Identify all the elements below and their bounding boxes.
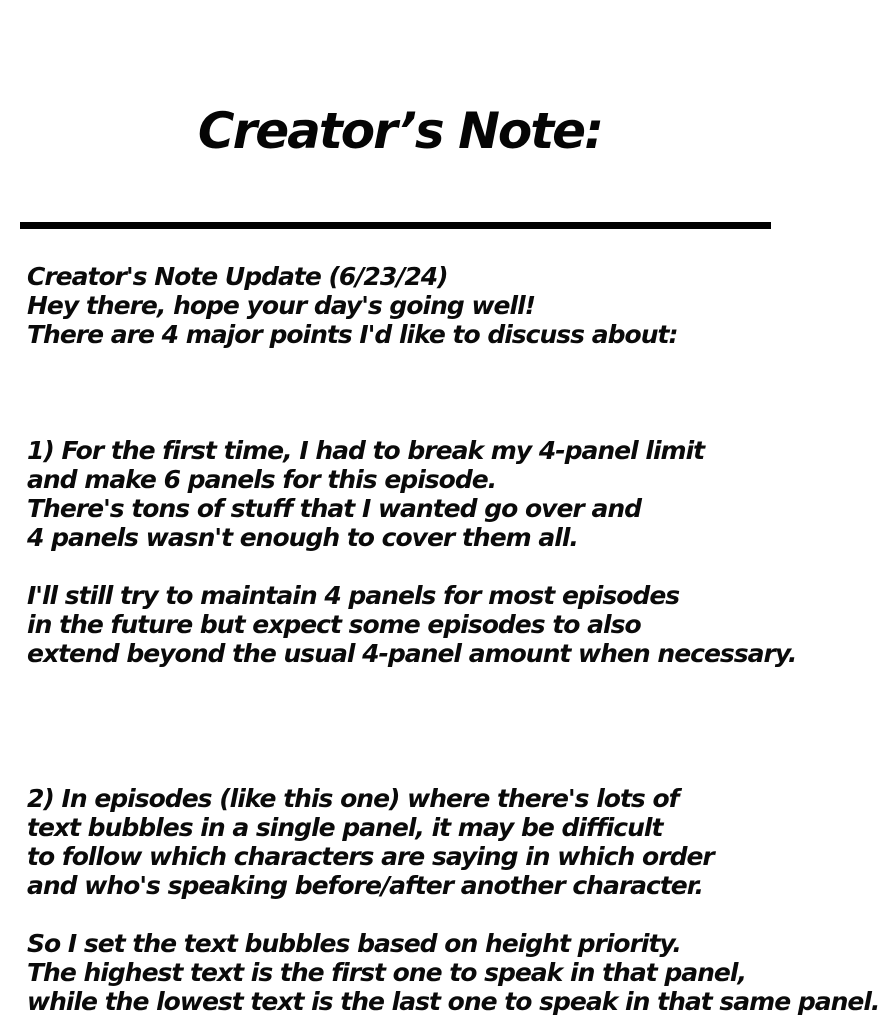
note-line: 1) For the first time, I had to break my 4-panel limit [27,436,705,465]
note-line: extend beyond the usual 4-panel amount when necessary. [27,639,797,668]
note-line: to follow which characters are saying in which order [27,842,714,871]
note-line: 2) In episodes (like this one) where there's lots of [27,784,679,813]
note-line: 4 panels wasn't enough to cover them all. [27,523,578,552]
note-paragraph [27,784,800,900]
note-line: while the lowest text is the last one to speak in that same panel. [27,987,879,1016]
note-line: and make 6 panels for this episode. [27,465,497,494]
note-line: I'll still try to maintain 4 panels for most episodes [27,581,680,610]
note-line: in the future but expect some episodes to also [27,610,641,639]
note-line: text bubbles in a single panel, it may be difficult [27,813,663,842]
divider-rule [20,222,771,229]
note-paragraph [27,262,800,349]
note-line: Hey there, hope your day's going well! [27,291,536,320]
page-title: Creator’s Note: [197,102,603,160]
note-paragraph [27,929,879,1016]
note-line: and who's speaking before/after another character. [27,871,704,900]
note-line: There are 4 major points I'd like to discuss about: [27,320,678,349]
note-line: The highest text is the first one to speak in that panel, [27,958,746,987]
note-line: So I set the text bubbles based on height priority. [27,929,681,958]
note-line: There's tons of stuff that I wanted go over and [27,494,642,523]
note-paragraph [27,436,800,552]
note-line: Creator's Note Update (6/23/24) [27,262,448,291]
note-paragraph [27,581,800,668]
note-body [27,262,879,1016]
